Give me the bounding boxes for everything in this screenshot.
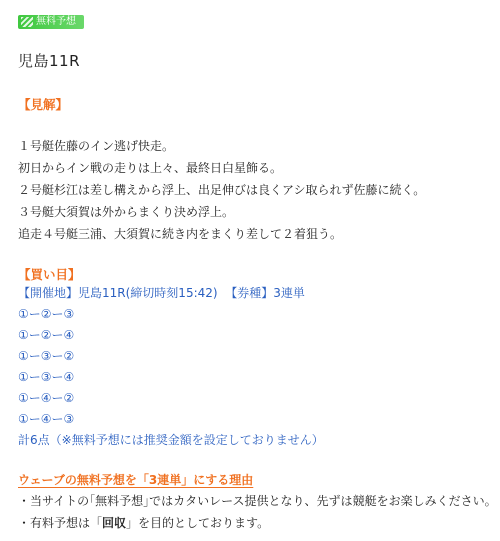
venue-value: 児島11R(締切時刻15:42) [78,286,218,300]
bet-type-value: 3連単 [273,286,305,300]
stripe-decoration-icon [21,17,33,27]
view-line: 初日からイン戦の走りは上々、最終日白星飾る。 [18,161,283,175]
venue-label: 【開催地】 [18,286,79,300]
bet-type-label: 【券種】 [225,286,274,300]
view-line: 追走４号艇三浦、大須賀に続き内をまくり差して２着狙う。 [18,227,343,241]
reason-line-suffix: 」を目的としております。 [126,516,270,530]
bets-heading: 【買い目】 [18,267,81,282]
race-title: 児島11R [18,52,81,70]
view-line: ２号艇杉江は差し構えから浮上、出足伸びは良くアシ取られず佐藤に続く。 [18,183,426,197]
free-prediction-badge [18,15,84,29]
view-line: ３号艇大須賀は外からまくり決め浮上。 [18,205,235,219]
combo-item: ①ー②ー③ [18,307,75,321]
combo-item: ①ー②ー④ [18,328,75,342]
view-heading: 【見解】 [18,97,69,112]
venue-line [18,284,305,301]
combo-item: ①ー④ー② [18,391,75,405]
badge-label: 無料予想 [36,16,76,27]
reason-line-prefix: ・有料予想は「 [18,516,103,530]
view-line: １号艇佐藤のイン逃げ快走。 [18,139,175,153]
reason-line-bold: 回収 [102,516,127,530]
combo-item: ①ー③ー② [18,349,75,363]
reason-heading: ウェーブの無料予想を「3連単」にする理由 [18,473,254,487]
combo-item: ①ー③ー④ [18,370,75,384]
reason-line [18,514,269,531]
reason-line: ・当サイトの｢無料予想｣ではカタいレース提供となり、先ずは競艇をお楽しみください。 [18,494,497,508]
combo-total: 計6点（※無料予想には推奨金額を設定しておりません） [18,433,324,447]
combo-item: ①ー④ー③ [18,412,75,426]
